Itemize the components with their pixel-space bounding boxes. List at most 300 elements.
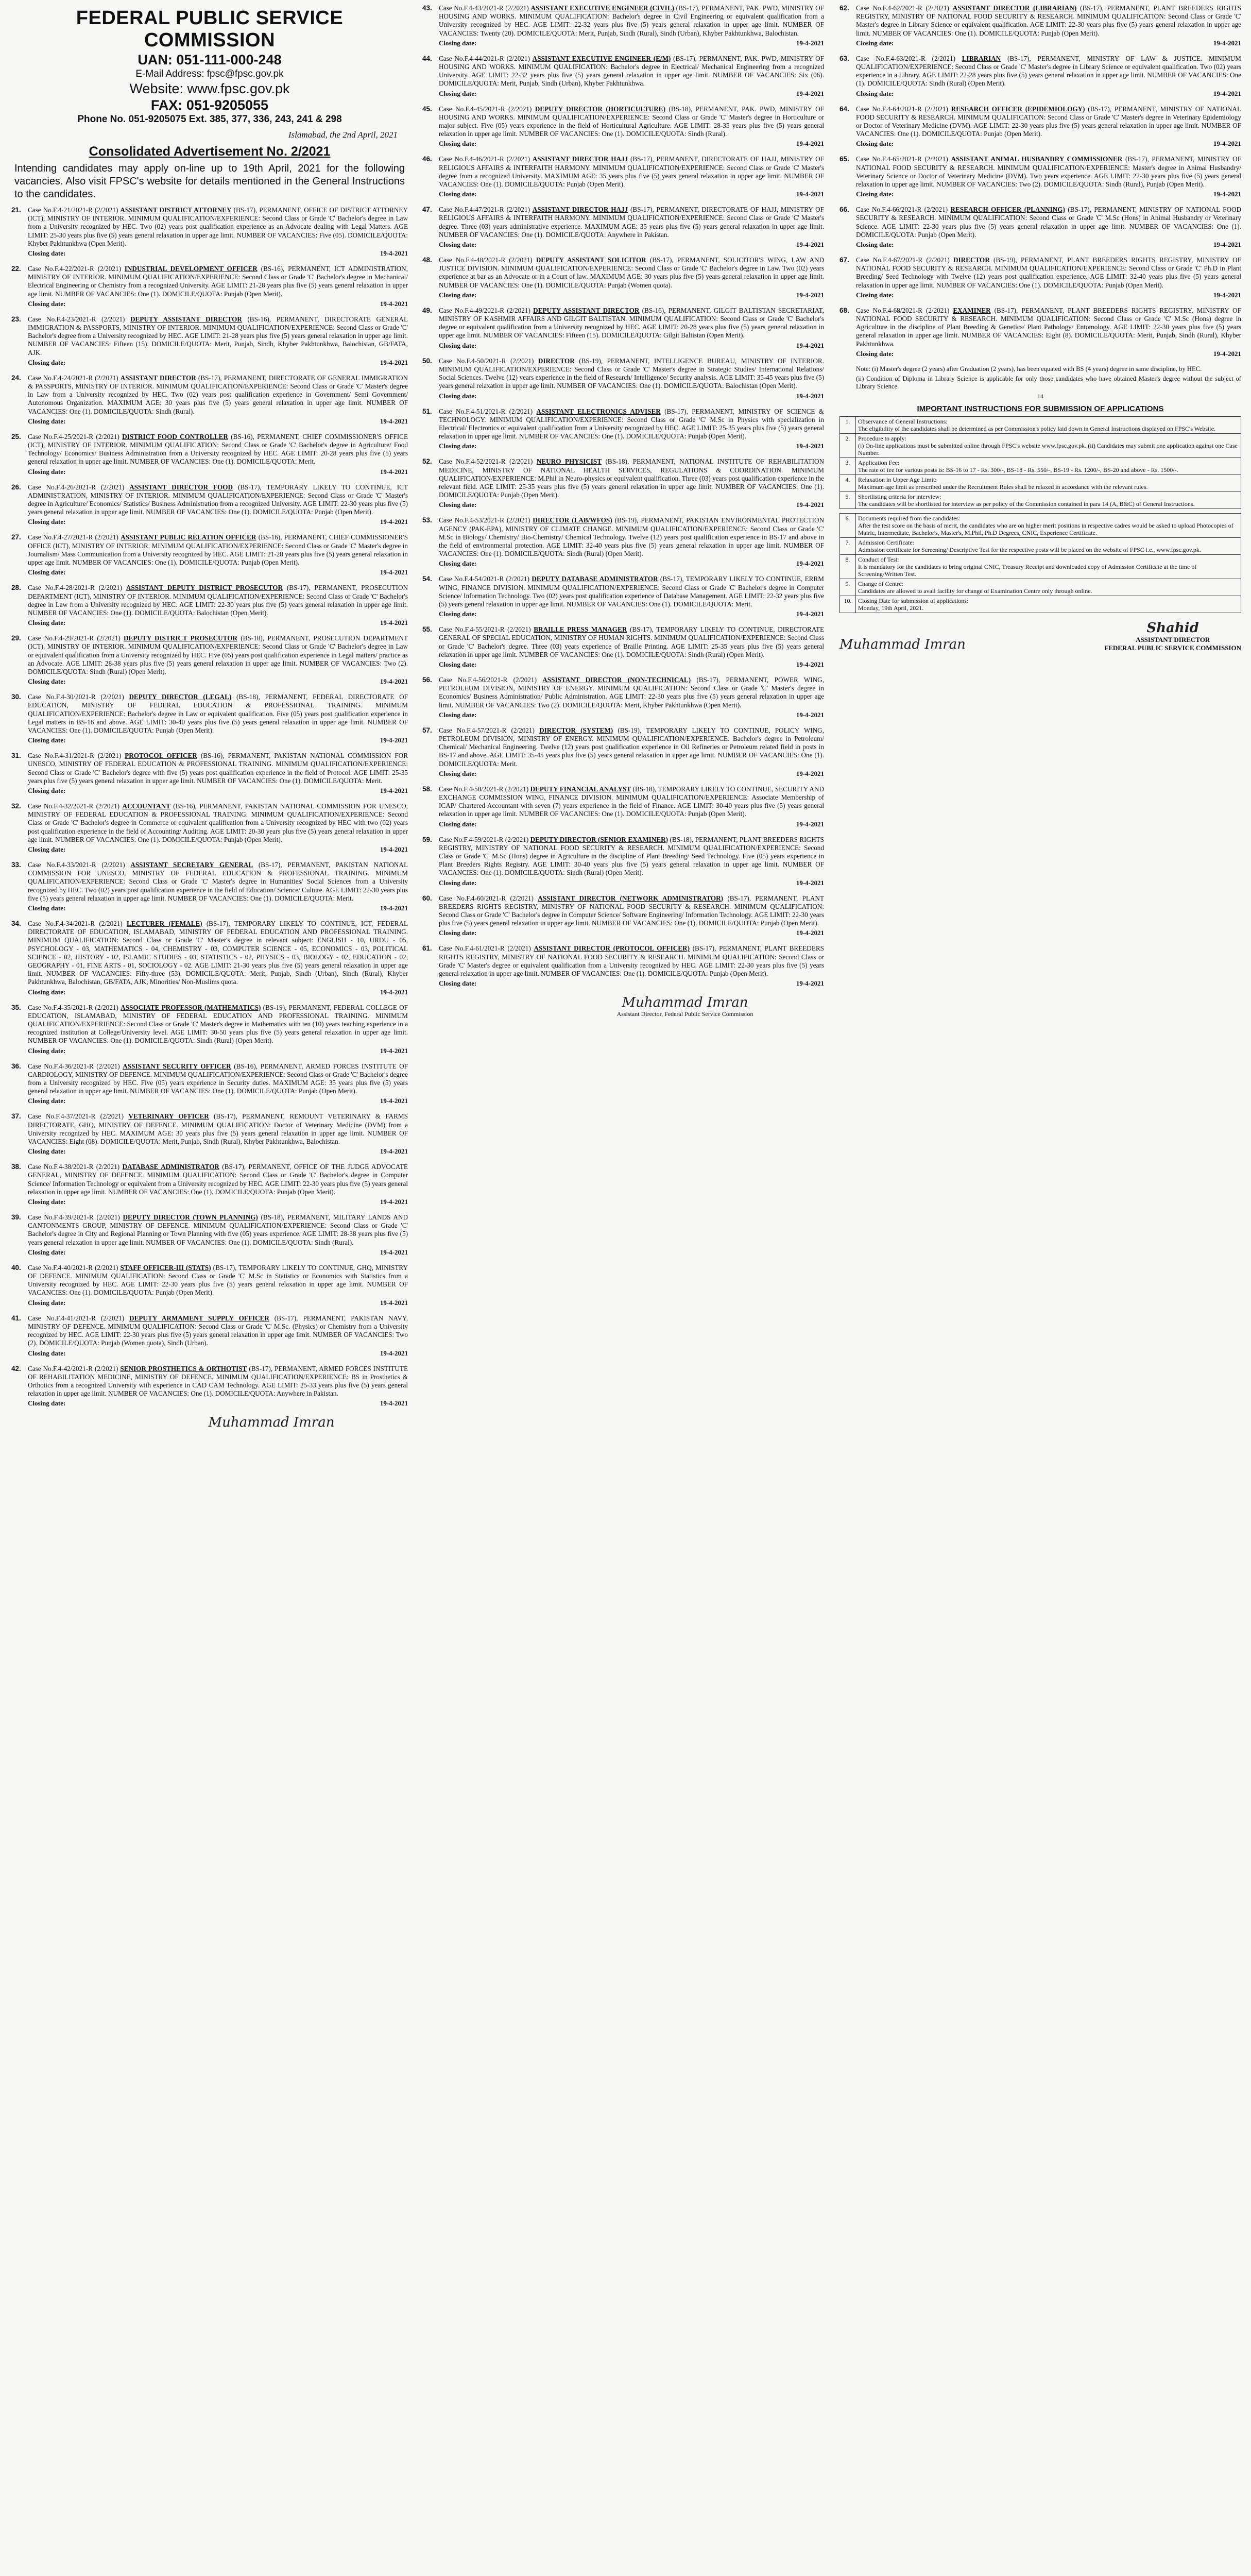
- instruction-heading: Application Fee:: [858, 459, 900, 466]
- assistant-director-signature: [1104, 620, 1241, 652]
- vacancy-number: 48.: [422, 256, 432, 264]
- closing-date-row: [439, 442, 824, 450]
- closing-date-label: Closing date:: [28, 677, 66, 686]
- closing-date-value: 19-4-2021: [1213, 39, 1241, 47]
- closing-date-label: Closing date:: [439, 560, 477, 568]
- case-number: Case No.F.4-65/2021-R (2/2021): [856, 155, 948, 163]
- closing-date-value: 19-4-2021: [796, 710, 824, 719]
- closing-date-row: [28, 359, 408, 367]
- closing-date-value: 19-4-2021: [1213, 190, 1241, 198]
- closing-date-label: Closing date:: [28, 736, 66, 744]
- case-number: Case No.F.4-39/2021-R (2/2021): [28, 1213, 120, 1222]
- vacancy-body: [28, 920, 408, 987]
- vacancy-entry: [422, 206, 824, 239]
- instruction-content: [856, 537, 1241, 554]
- vacancy-entry: [422, 944, 824, 978]
- vacancy-body: [28, 483, 408, 517]
- vacancy-details: (BS-17), PERMANENT, PLANT BREEDERS RIGHTS REGISTRY, MINISTRY OF NATIONAL FOOD SECURITY & RESEARCH. MINIMUM QUALIFICATION: Second Class or Grade 'C' Master's degree in Library Science or equivalent qualification. AGE LIMIT: 22-30 years plus five (5) years general relaxation in upper age limit. NUMBER OF VACANCIES: One (1). DOMICILE/QUOTA: Punjab (Open Merit).: [856, 4, 1242, 37]
- closing-date-label: Closing date:: [28, 1349, 66, 1357]
- case-number: Case No.F.4-25/2021-R (2/2021): [28, 432, 119, 440]
- vacancy-number: 21.: [11, 206, 21, 214]
- vacancy-body: [28, 1213, 408, 1247]
- closing-date-row: [28, 677, 408, 686]
- case-number: Case No.F.4-62/2021-R (2/2021): [856, 4, 949, 12]
- vacancy-number: 64.: [839, 105, 849, 113]
- vacancy-number: 33.: [11, 860, 21, 869]
- vacancy-details: (BS-17), TEMPORARY LIKELY TO CONTINUE, ERRM WING, FINANCE DIVISION. MINIMUM QUALIFICATION/EXPERIENCE: Second Class or Grade 'C' Bachelor's degree in Computer Science/ Information Technology. Two (02) years post qualification experience of Database Management. AGE LIMIT: 22-32 years plus five (5) years general relaxation in upper age limit. NUMBER OF VACANCIES: One (1). DOMICILE/QUOTA: Merit.: [439, 575, 824, 608]
- vacancy-details: (BS-17), PERMANENT, PROSECUTION DEPARTMENT (ICT), MINISTRY OF INTERIOR. MINIMUM QUALIFICATION/EXPERIENCE: Second Class or Grade 'C' Bachelor's degree in Law from a University recognized by HEC. AGE LIMIT: 22-30 years plus five (5) years general relaxation in upper age limit. NUMBER OF VACANCIES: One (1). DOMICILE/QUOTA: Balochistan (Open Merit).: [28, 584, 408, 617]
- closing-date-row: [439, 241, 824, 249]
- closing-date-value: 19-4-2021: [796, 560, 824, 568]
- vacancy-body: [439, 785, 824, 819]
- vacancy-details: (BS-16), PERMANENT, PAKISTAN NATIONAL COMMISSION FOR UNESCO, MINISTRY OF FEDERAL EDUCATION & PROFESSIONAL TRAINING. MINIMUM QUALIFICATION/EXPERIENCE: Second Class or Grade 'C' Bachelor's degree with five (5) years post qualification experience in the field of Protocol. AGE LIMIT: 25-35 years plus five (5) years general relaxation in upper age limit. NUMBER OF VACANCIES: One (1). DOMICILE/QUOTA: Merit.: [28, 752, 408, 785]
- instruction-row: [840, 416, 1241, 433]
- post-title: ACCOUNTANT: [122, 802, 170, 810]
- vacancy-entry: [422, 516, 824, 558]
- vacancy-number: 56.: [422, 675, 432, 684]
- case-number: Case No.F.4-53/2021-R (2/2021): [439, 516, 530, 524]
- vacancy-number: 41.: [11, 1314, 21, 1322]
- closing-date-label: Closing date:: [439, 660, 477, 668]
- closing-date-row: [439, 660, 824, 669]
- vacancy-entry: [11, 1112, 408, 1146]
- vacancy-details: (BS-17), PERMANENT, REMOUNT VETERINARY & FARMS DIRECTORATE, GHQ, MINISTRY OF DEFENCE. MINIMUM QUALIFICATION: Doctor of Veterinary Medicine (DVM) from a University recognized by HEC. MAXIMUM AGE: 30 years plus five (5) years general relaxation in upper age limit. NUMBER OF VACANCIES: Eight (08). DOMICILE/QUOTA: Merit, Punjab, Sindh (Rural), Khyber Pakhtunkhwa, Balochistan.: [28, 1112, 408, 1146]
- instruction-content: [856, 554, 1241, 579]
- vacancy-number: 39.: [11, 1213, 21, 1222]
- closing-date-label: Closing date:: [28, 467, 66, 476]
- vacancy-details: (BS-17), TEMPORARY LIKELY TO CONTINUE, ICT, FEDERAL DIRECTORATE OF EDUCATION, ISLAMABAD, MINISTRY OF FEDERAL EDUCATION AND PROFESSIONAL TRAINING. MINIMUM QUALIFICATION: Second Class or Grade 'C' Master's degree in relevant subject: ENGLISH - 10, URDU - 05, PSYCHOLOGY - 03, MATHEMATICS - 04, CHEMISTRY - 03, COMPUTER SCIENCE - 05, ECONOMICS - 03, POLITICAL SCIENCE - 02, HISTORY - 02, ISLAMIC STUDIES - 03, STATISTICS - 02, PHYSICS - 03, BIOLOGY - 02, EDUCATION - 02, GEOGRAPHY - 01, FINE ARTS - 01, SOCIOLOGY - 02. AGE LIMIT: 21-30 years plus five (5) years general relaxation in upper age limit. NUMBER OF VACANCIES: Fifty-three (53). DOMICILE/QUOTA: Merit, Punjab, Sindh (Urban), Sindh (Rural), Khyber Pakhtunkhwa, Balochistan, GB/FATA, AJK, Minorities/ Non-Muslims quota.: [28, 919, 408, 986]
- vacancy-entry: [11, 1365, 408, 1398]
- closing-date-label: Closing date:: [28, 1097, 66, 1105]
- vacancy-number: 28.: [11, 584, 21, 592]
- closing-date-row: [28, 1198, 408, 1206]
- case-number: Case No.F.4-36/2021-R (2/2021): [28, 1062, 120, 1070]
- closing-date-label: Closing date:: [439, 241, 477, 249]
- closing-date-value: 19-4-2021: [796, 610, 824, 618]
- instruction-content: [856, 433, 1241, 457]
- post-title: ASSISTANT ELECTRONICS ADVISER: [536, 407, 661, 415]
- closing-date-label: Closing date:: [439, 769, 477, 777]
- vacancy-body: [439, 307, 824, 340]
- instruction-row: [840, 554, 1241, 579]
- case-number: Case No.F.4-29/2021-R (2/2021): [28, 634, 121, 642]
- vacancy-details: (BS-17), PERMANENT, MINISTRY OF SCIENCE & TECHNOLOGY. MINIMUM QUALIFICATION/EXPERIENCE: Second Class or Grade 'C' M.Sc in Physics with specialization in Electrical/ Electronics or equivalent qualification from a University recognized by HEC. AGE LIMIT: 25-35 years plus five (5) years general relaxation in upper age limit. NUMBER OF VACANCIES: One (1). DOMICILE/QUOTA: Punjab (Open Merit).: [439, 407, 825, 440]
- col3-note-1: Note: (i) Master's degree (2 years) after Graduation (2 years), has been equated with BS (4 years) degree in same discipline, by HEC.: [856, 365, 1202, 372]
- closing-date-row: [856, 291, 1241, 299]
- vacancy-entry: [422, 4, 824, 38]
- closing-date-value: 19-4-2021: [796, 878, 824, 887]
- closing-date-value: 19-4-2021: [380, 1248, 408, 1256]
- post-title: LIBRARIAN: [962, 54, 1001, 62]
- vacancy-details: (BS-17), PERMANENT, OFFICE OF THE JUDGE ADVOCATE GENERAL, MINISTRY OF DEFENCE. MINIMUM QUALIFICATION: Second Class or Grade 'C' Bachelor's degree in Computer Science/ Information Technology or equivalent from a University recognized by HEC. AGE LIMIT: 22-30 years plus five (5) years general relaxation in upper age limit. NUMBER OF VACANCIES: One (1). DOMICILE/QUOTA: Punjab (Open Merit).: [28, 1163, 408, 1196]
- vacancy-details: (BS-16), PERMANENT, PAKISTAN NATIONAL COMMISSION FOR UNESCO, MINISTRY OF FEDERAL EDUCATION & PROFESSIONAL TRAINING. MINIMUM QUALIFICATION/EXPERIENCE: Second Class or Grade 'C' Bachelor's degree in Commerce or equivalent qualification from a University recognized by HEC with two (02) years post qualification experience in the field of Accounting/ Auditing. AGE LIMIT: 20-30 years plus five (5) years general relaxation in upper age limit. NUMBER OF VACANCIES: One (1). DOMICILE/QUOTA: Punjab (Open Merit).: [28, 802, 408, 843]
- closing-date-value: 19-4-2021: [380, 467, 408, 476]
- vacancy-body: [439, 4, 824, 38]
- post-title: NEURO PHYSICIST: [536, 457, 602, 466]
- closing-date-label: Closing date:: [856, 241, 894, 249]
- vacancy-body: [439, 944, 824, 978]
- vacancy-number: 32.: [11, 802, 21, 810]
- post-title: INDUSTRIAL DEVELOPMENT OFFICER: [124, 265, 258, 273]
- vacancy-body: [28, 1112, 408, 1146]
- vacancy-body: [28, 433, 408, 466]
- instruction-heading: Shortlisting criteria for interview:: [858, 493, 941, 500]
- vacancy-entry: [11, 483, 408, 517]
- case-number: Case No.F.4-32/2021-R (2/2021): [28, 802, 120, 810]
- vacancy-body: [28, 265, 408, 298]
- instruction-number: 5.: [840, 492, 856, 509]
- closing-date-row: [439, 39, 824, 47]
- closing-date-label: Closing date:: [28, 988, 66, 996]
- vacancy-details: (BS-17), PERMANENT, DIRECTORATE OF HAJJ, MINISTRY OF RELIGIOUS AFFAIRS & INTERFAITH HARMONY. MINIMUM QUALIFICATION/EXPERIENCE: Second Class or Grade 'C' Master's degree. Three (03) years administrative experience. MAXIMUM AGE: 35 years plus five (5) years general relaxation in upper age limit. NUMBER OF VACANCIES: One (1). DOMICILE/QUOTA: Anywhere in Pakistan.: [439, 206, 825, 239]
- closing-date-label: Closing date:: [28, 786, 66, 794]
- instruction-content: [856, 416, 1241, 433]
- closing-date-row: [856, 39, 1241, 47]
- closing-date-row: [28, 1097, 408, 1105]
- closing-date-value: 19-4-2021: [1213, 241, 1241, 249]
- closing-date-label: Closing date:: [439, 190, 477, 198]
- vacancy-details: (BS-17), TEMPORARY LIKELY TO CONTINUE, DIRECTORATE GENERAL OF SPECIAL EDUCATION, MINISTRY OF HUMAN RIGHTS. MINIMUM QUALIFICATION/EXPERIENCE: Second Class or Grade 'C' Bachelor's degree. Three (03) years experience of Braille Printing. AGE LIMIT: 25-35 years plus five (5) years general relaxation in upper age limit. NUMBER OF VACANCIES: One (1). DOMICILE/QUOTA: Sindh (Rural) (Open Merit).: [439, 625, 825, 658]
- vacancy-body: [439, 575, 824, 608]
- closing-date-row: [439, 770, 824, 778]
- closing-date-row: [28, 1147, 408, 1156]
- vacancy-number: 65.: [839, 155, 849, 163]
- closing-date-label: Closing date:: [28, 249, 66, 258]
- closing-date-label: Closing date:: [439, 89, 477, 97]
- closing-date-label: Closing date:: [856, 291, 894, 299]
- case-number: Case No.F.4-21/2021-R (2/2021): [28, 206, 118, 214]
- closing-date-label: Closing date:: [856, 89, 894, 97]
- vacancy-entry: [422, 785, 824, 819]
- vacancy-details: (BS-16), PERMANENT, DIRECTORATE GENERAL IMMIGRATION & PASSPORTS, MINISTRY OF INTERIOR. MINIMUM QUALIFICATION/EXPERIENCE: Second Class or Grade 'C' Bachelor's degree from a University recognized by HEC. AGE LIMIT: 21-28 years plus five (5) years general relaxation in upper age limit. NUMBER OF VACANCIES: Fifteen (15). DOMICILE/QUOTA: Merit, Punjab, Sindh, Khyber Pakhtunkhwa, Balochistan, GB/FATA, AJK.: [28, 315, 408, 357]
- closing-date-value: 19-4-2021: [796, 140, 824, 148]
- col3-note-2: (ii) Condition of Diploma in Library Science is applicable for only those candidates who have obtained Master's degree without the subject of Library Science.: [856, 375, 1241, 390]
- closing-date-label: Closing date:: [856, 39, 894, 47]
- closing-date-row: [439, 90, 824, 98]
- instructions-title: IMPORTANT INSTRUCTIONS FOR SUBMISSION OF APPLICATIONS: [917, 404, 1164, 413]
- vacancy-details: (BS-19), PERMANENT, INTELLIGENCE BUREAU, MINISTRY OF INTERIOR. MINIMUM QUALIFICATION/EXPERIENCE: Second Class or Grade 'C' Master's degree in Strategic Studies/ International Relations/ Social Sciences. Twelve (12) years experience in the field of Research/ Intelligence/ Security analysis. AGE LIMIT: 35-45 years plus five (5) years general relaxation in upper age limit. NUMBER OF VACANCIES: One (1). DOMICILE/QUOTA: Balochistan (Open Merit).: [439, 357, 824, 390]
- closing-date-value: 19-4-2021: [380, 845, 408, 853]
- post-title: ASSOCIATE PROFESSOR (MATHEMATICS): [121, 1003, 261, 1011]
- closing-date-label: Closing date:: [28, 1198, 66, 1206]
- vacancy-entry: [11, 920, 408, 987]
- post-title: DEPUTY DISTRICT PROSECUTOR: [124, 634, 238, 642]
- vacancy-body: [28, 315, 408, 357]
- post-title: DEPUTY DIRECTOR (TOWN PLANNING): [123, 1213, 258, 1222]
- case-number: Case No.F.4-55/2021-R (2/2021): [439, 625, 531, 634]
- post-title: RESEARCH OFFICER (PLANNING): [950, 206, 1065, 214]
- instruction-row: [840, 513, 1241, 537]
- instruction-text: Candidates are allowed to avail facility for change of Examination Centre only through online.: [858, 587, 1092, 595]
- vacancy-number: 61.: [422, 944, 432, 953]
- closing-date-value: 19-4-2021: [796, 291, 824, 299]
- closing-date-row: [28, 249, 408, 258]
- vacancy-entry: [11, 752, 408, 785]
- closing-date-row: [28, 736, 408, 744]
- closing-date-value: 19-4-2021: [380, 1349, 408, 1357]
- post-title: ASSISTANT DIRECTOR: [120, 374, 196, 382]
- closing-date-value: 19-4-2021: [796, 341, 824, 349]
- closing-date-row: [856, 241, 1241, 249]
- closing-date-row: [439, 392, 824, 400]
- vacancy-entry: [422, 676, 824, 709]
- post-title: BRAILLE PRESS MANAGER: [534, 625, 627, 634]
- post-title: ASSISTANT ANIMAL HUSBANDRY COMMISSIONER: [951, 155, 1123, 163]
- closing-date-row: [439, 610, 824, 618]
- closing-date-label: Closing date:: [28, 904, 66, 912]
- vacancy-number: 51.: [422, 407, 432, 415]
- case-number: Case No.F.4-28/2021-R (2/2021): [28, 584, 123, 592]
- case-number: Case No.F.4-42/2021-R (2/2021): [28, 1364, 118, 1372]
- vacancy-body: [439, 676, 824, 709]
- vacancy-entry: [11, 1314, 408, 1348]
- closing-date-row: [28, 619, 408, 627]
- website-line[interactable]: Website: www.fpsc.gov.pk: [129, 81, 290, 96]
- vacancy-entry: [422, 575, 824, 608]
- vacancy-details: (BS-17), PERMANENT, PLANT BREEDERS RIGHTS REGISTRY, MINISTRY OF NATIONAL FOOD SECURITY & RESEARCH. MINIMUM QUALIFICATION: Second Class or Grade 'C' Master's degree or equivalent qualification from a University recognized by HEC. AGE LIMIT: 22-30 years plus five (5) years general relaxation in upper age limit. NUMBER OF VACANCIES: One (1). DOMICILE/QUOTA: Punjab (Open Merit).: [439, 944, 825, 978]
- closing-date-label: Closing date:: [856, 140, 894, 148]
- post-title: ASSISTANT SECRETARY GENERAL: [130, 860, 253, 869]
- col2-vacancy-list: [422, 4, 824, 988]
- vacancy-details: (BS-17), TEMPORARY LIKELY TO CONTINUE, ICT ADMINISTRATION, MINISTRY OF INTERIOR. MINIMUM QUALIFICATION/EXPERIENCE: Second Class or Grade 'C' Master's degree in Agriculture/ Economics/ Statistics/ Business Administration from a recognized University. AGE LIMIT: 22-30 years plus five (5) years general relaxation in upper age limit. NUMBER OF VACANCIES: One (1). DOMICILE/QUOTA: Punjab (Open Merit).: [28, 483, 408, 516]
- vacancy-entry: [839, 155, 1241, 189]
- closing-date-label: Closing date:: [28, 1298, 66, 1307]
- vacancy-entry: [11, 861, 408, 903]
- closing-date-value: 19-4-2021: [380, 1097, 408, 1105]
- closing-date-row: [439, 190, 824, 198]
- closing-date-row: [856, 90, 1241, 98]
- case-number: Case No.F.4-33/2021-R (2/2021): [28, 860, 125, 869]
- closing-date-label: Closing date:: [28, 568, 66, 577]
- closing-date-label: Closing date:: [439, 610, 477, 618]
- vacancy-entry: [11, 433, 408, 466]
- vacancy-entry: [11, 1004, 408, 1045]
- instruction-content: [856, 492, 1241, 509]
- post-title: VETERINARY OFFICER: [128, 1112, 209, 1121]
- vacancy-body: [28, 861, 408, 903]
- vacancy-number: 46.: [422, 155, 432, 163]
- closing-date-row: [439, 879, 824, 887]
- post-title: ASSISTANT EXECUTIVE ENGINEER (CIVIL): [530, 4, 675, 12]
- case-number: Case No.F.4-59/2021-R (2/2021): [439, 835, 529, 843]
- vacancy-number: 23.: [11, 315, 21, 323]
- vacancy-entry: [11, 315, 408, 357]
- post-title: DEPUTY DATABASE ADMINISTRATOR: [532, 575, 658, 583]
- vacancy-number: 62.: [839, 4, 849, 12]
- post-title: ASSISTANT DIRECTOR (NON-TECHNICAL): [542, 675, 691, 684]
- closing-date-row: [28, 568, 408, 577]
- instruction-row: [840, 579, 1241, 596]
- vacancy-entry: [422, 726, 824, 768]
- col2-signature: [546, 995, 824, 1018]
- closing-date-label: Closing date:: [439, 878, 477, 887]
- vacancy-details: (BS-19), PERMANENT, FEDERAL COLLEGE OF EDUCATION, ISLAMABAD, MINISTRY OF FEDERAL EDUCATION AND PROFESSIONAL TRAINING. MINIMUM QUALIFICATION/EXPERIENCE: Second Class or Grade 'C' Master's degree in Mathematics with ten (10) years teaching experience in a recognized institution at College/University level. AGE LIMIT: 30-50 years plus five (5) years general relaxation in upper age limit. NUMBER OF VACANCIES: One (1). DOMICILE/QUOTA: Sindh (Rural) (Open Merit).: [28, 1003, 408, 1045]
- final-signature-block: [839, 620, 1241, 652]
- closing-date-label: Closing date:: [28, 299, 66, 308]
- case-number: Case No.F.4-51/2021-R (2/2021): [439, 407, 533, 415]
- vacancy-details: (BS-17), PERMANENT, SOLICITOR'S WING, LAW AND JUSTICE DIVISION. MINIMUM QUALIFICATION/EXPERIENCE: Second Class or Grade 'C' Bachelor's degree in Law. Two (02) years experience at bar as an Advocate or in a Court of law. MAXIMUM AGE: 30 years plus five (5) years general relaxation in upper age limit. NUMBER OF VACANCIES: One (1). DOMICILE/QUOTA: Punjab (Women quota).: [439, 256, 825, 289]
- instruction-number: 2.: [840, 433, 856, 457]
- vacancy-body: [28, 374, 408, 416]
- vacancy-number: 60.: [422, 894, 432, 902]
- vacancy-details: (BS-17), PERMANENT, PAKISTAN NATIONAL COMMISSION FOR UNESCO, MINISTRY OF FEDERAL EDUCATION & PROFESSIONAL TRAINING. MINIMUM QUALIFICATION/EXPERIENCE: Second Class or Grade 'C' Master's degree in Humanities/ Social Sciences from a University recognized by HEC. Two (02) years post qualification experience in the field of Education/ Science/ Culture. AGE LIMIT: 22-30 years plus five (5) years general relaxation in upper age limit. NUMBER OF VACANCIES: One (1). DOMICILE/QUOTA: Merit.: [28, 860, 408, 902]
- vacancy-entry: [422, 457, 824, 499]
- vacancy-body: [28, 1004, 408, 1045]
- vacancy-body: [439, 457, 824, 499]
- vacancy-details: (BS-17), PERMANENT, MINISTRY OF NATIONAL FOOD SECURITY & RESEARCH. MINIMUM QUALIFICATION: Second Class or Grade 'C' Master's degree in Veterinary Epidemiology or Doctor of Veterinary Medicine (DVM). AGE LIMIT: 22-30 years plus five (5) years general relaxation in upper age limit. NUMBER OF VACANCIES: One (1). DOMICILE/QUOTA: Punjab (Open Merit).: [856, 105, 1241, 138]
- vacancy-body: [856, 155, 1241, 189]
- post-title: ASSISTANT DIRECTOR (LIBRARIAN): [952, 4, 1077, 12]
- case-number: Case No.F.4-43/2021-R (2/2021): [439, 4, 529, 12]
- vacancy-details: (BS-17), PERMANENT, PLANT BREEDERS RIGHTS REGISTRY, MINISTRY OF NATIONAL FOOD SECURITY & RESEARCH. MINIMUM QUALIFICATION: Second Class or Grade 'C' Bachelor's degree in Computer Science/ Software Engineering/ Information Technology. AGE LIMIT: 22-30 years plus five (5) years general relaxation in upper age limit. NUMBER OF VACANCIES: One (1). DOMICILE/QUOTA: Punjab (Open Merit).: [439, 894, 824, 927]
- closing-date-value: 19-4-2021: [796, 39, 824, 47]
- vacancy-details: (BS-17), PERMANENT, DIRECTORATE OF GENERAL IMMIGRATION & PASSPORTS, MINISTRY OF INTERIOR. MINIMUM QUALIFICATION/EXPERIENCE: Second Class or Grade 'C' Master's degree in Law from a University recognized by HEC. Two (02) years post qualification experience in Government/ Semi Government/ Autonomous Organization. MAXIMUM AGE: 30 years plus five (5) years general relaxation in upper age limit. NUMBER OF VACANCIES: One (1). DOMICILE/QUOTA: Sindh (Rural).: [28, 374, 408, 415]
- vacancy-entry: [11, 1163, 408, 1196]
- vacancy-body: [439, 206, 824, 239]
- closing-date-row: [28, 300, 408, 308]
- col1-vacancy-list: [11, 206, 408, 1408]
- closing-date-label: Closing date:: [856, 349, 894, 358]
- post-title: DEPUTY DIRECTOR (HORTICULTURE): [535, 105, 665, 113]
- closing-date-label: Closing date:: [28, 1147, 66, 1156]
- vacancy-details: (BS-16), PERMANENT, ICT ADMINISTRATION, MINISTRY OF INTERIOR. MINIMUM QUALIFICATION/EXPERIENCE: Second Class or Grade 'C' Bachelor's degree in Mechanical/ Electrical Engineering or Chemistry from a recognized University. AGE LIMIT: 21-28 years plus five (5) years general relaxation in upper age limit. NUMBER OF VACANCIES: One (1). DOMICILE/QUOTA: Punjab (Open Merit).: [28, 265, 408, 298]
- email-line[interactable]: E-Mail Address: fpsc@fpsc.gov.pk: [135, 69, 284, 79]
- closing-date-row: [439, 560, 824, 568]
- column-3: [839, 0, 1241, 652]
- vacancy-details: (BS-18), PERMANENT, MILITARY LANDS AND CANTONMENTS GROUP, MINISTRY OF DEFENCE. MINIMUM QUALIFICATION/EXPERIENCE: Second Class or Grade 'C' Bachelor's degree in City and Regional Planning or Town Planning with five (05) years experience. AGE LIMIT: 28-38 years plus five (5) years general relaxation in upper age limit. NUMBER OF VACANCIES: One (1). DOMICILE/QUOTA: Sindh (Rural).: [28, 1213, 408, 1246]
- closing-date-row: [28, 904, 408, 912]
- closing-date-row: [856, 190, 1241, 198]
- closing-date-value: 19-4-2021: [1213, 140, 1241, 148]
- case-number: Case No.F.4-50/2021-R (2/2021): [439, 357, 534, 365]
- case-number: Case No.F.4-22/2021-R (2/2021): [28, 265, 121, 273]
- vacancy-number: 22.: [11, 265, 21, 273]
- closing-date-value: 19-4-2021: [1213, 291, 1241, 299]
- instruction-number: 10.: [840, 596, 856, 613]
- vacancy-number: 27.: [11, 533, 21, 541]
- closing-date-row: [439, 711, 824, 719]
- vacancy-details: (BS-19), PERMANENT, PLANT BREEDERS RIGHTS REGISTRY, MINISTRY OF NATIONAL FOOD SECURITY & RESEARCH. MINIMUM QUALIFICATION/EXPERIENCE: Second Class or Grade 'C' Ph.D in Plant Breeding/ Seed Technology with Twelve (12) years post qualification experience. AGE LIMIT: 32-40 years plus five (5) years general relaxation in upper age limit. NUMBER OF VACANCIES: One (1). DOMICILE/QUOTA: Punjab (Open Merit).: [856, 256, 1242, 289]
- case-number: Case No.F.4-40/2021-R (2/2021): [28, 1263, 118, 1272]
- instruction-heading: Conduct of Test:: [858, 555, 899, 563]
- vacancy-body: [28, 1163, 408, 1196]
- instructions-table-1: [839, 416, 1241, 509]
- post-title: RESEARCH OFFICER (EPIDEMIOLOGY): [951, 105, 1085, 113]
- case-number: Case No.F.4-56/2021-R (2/2021): [439, 675, 537, 684]
- vacancy-number: 47.: [422, 206, 432, 214]
- closing-date-label: Closing date:: [28, 518, 66, 526]
- vacancy-body: [439, 155, 824, 189]
- closing-date-label: Closing date:: [28, 358, 66, 366]
- closing-date-value: 19-4-2021: [380, 249, 408, 258]
- closing-date-value: 19-4-2021: [796, 89, 824, 97]
- vacancy-body: [28, 206, 408, 248]
- vacancy-details: (BS-17), PERMANENT, POWER WING, PETROLEUM DIVISION, MINISTRY OF ENERGY. MINIMUM QUALIFICATION: Second Class or Grade 'C' Master's degree in Economics/ Business Administration/ Public Administration. AGE LIMIT: 22-30 years plus five (5) years general relaxation in upper age limit. NUMBER OF VACANCIES: Two (2). DOMICILE/QUOTA: Merit, Khyber Pakhtunkhwa (Open Merit).: [439, 675, 824, 709]
- closing-date-row: [439, 979, 824, 988]
- case-number: Case No.F.4-44/2021-R (2/2021): [439, 54, 530, 62]
- vacancy-number: 38.: [11, 1163, 21, 1171]
- vacancy-body: [439, 357, 824, 391]
- vacancy-body: [439, 836, 824, 877]
- closing-date-row: [28, 988, 408, 996]
- case-number: Case No.F.4-49/2021-R (2/2021): [439, 306, 530, 314]
- vacancy-body: [439, 726, 824, 768]
- closing-date-value: 19-4-2021: [380, 1198, 408, 1206]
- case-number: Case No.F.4-67/2021-R (2/2021): [856, 256, 950, 264]
- vacancy-number: 50.: [422, 357, 432, 365]
- closing-date-value: 19-4-2021: [796, 769, 824, 777]
- closing-date-value: 19-4-2021: [1213, 89, 1241, 97]
- closing-date-label: Closing date:: [439, 929, 477, 937]
- vacancy-number: 53.: [422, 516, 432, 524]
- instruction-row: [840, 596, 1241, 613]
- instruction-heading: Admission Certificate:: [858, 538, 914, 546]
- vacancy-details: (BS-17), PERMANENT, MINISTRY OF NATIONAL FOOD SECURITY & RESEARCH. MINIMUM QUALIFICATION: Second Class or Grade 'C' M.Sc (Hons) in Animal Husbandry or Veterinary Science. AGE LIMIT: 22-30 years plus five (5) years general relaxation in upper age limit. NUMBER OF VACANCIES: One (1). DOMICILE/QUOTA: Punjab (Open Merit).: [856, 206, 1242, 239]
- case-number: Case No.F.4-57/2021-R (2/2021): [439, 726, 535, 734]
- intro-paragraph: Intending candidates may apply on-line up to 19th April, 2021 for the following vacancies. Also visit FPSC's website for details mentioned in the General Instructions to the candidates.: [14, 163, 405, 200]
- vacancy-body: [28, 584, 408, 617]
- vacancy-details: (BS-17), PERMANENT, DIRECTORATE OF HAJJ, MINISTRY OF RELIGIOUS AFFAIRS & INTERFAITH HARMONY. MINIMUM QUALIFICATION/EXPERIENCE: Second Class or Grade 'C' Master's degree from a recognized University. MAXIMUM AGE: 35 years plus five (5) years general relaxation in upper age limit. NUMBER OF VACANCIES: One (1). DOMICILE/QUOTA: Punjab (Open Merit).: [439, 155, 825, 189]
- closing-date-value: 19-4-2021: [380, 1046, 408, 1055]
- post-title: ASSISTANT SECURITY OFFICER: [123, 1062, 231, 1070]
- closing-date-value: 19-4-2021: [796, 929, 824, 937]
- vacancy-details: (BS-19), TEMPORARY LIKELY TO CONTINUE, POLICY WING, PETROLEUM DIVISION, MINISTRY OF ENERGY. MINIMUM QUALIFICATION/EXPERIENCE: Bachelor's degree in Petroleum/ Chemical/ Mechanical Engineering. Twelve (12) years post qualification experience in Oil Refineries or Petroleum related field in posts in BS-17 and above. AGE LIMIT: 35-45 years plus five (5) years general relaxation in upper age limit. NUMBER OF VACANCIES: One (1). DOMICILE/QUOTA: Merit.: [439, 726, 824, 768]
- post-title: ASSISTANT EXECUTIVE ENGINEER (E/M): [532, 54, 671, 62]
- closing-date-label: Closing date:: [439, 979, 477, 988]
- closing-date-value: 19-4-2021: [380, 1147, 408, 1156]
- closing-date-label: Closing date:: [28, 1248, 66, 1256]
- instruction-number: 4.: [840, 474, 856, 492]
- final-signature-title-1: ASSISTANT DIRECTOR: [1136, 635, 1210, 643]
- closing-date-row: [856, 350, 1241, 358]
- case-number: Case No.F.4-27/2021-R (2/2021): [28, 533, 118, 541]
- closing-date-value: 19-4-2021: [380, 904, 408, 912]
- post-title: PROTOCOL OFFICER: [125, 752, 197, 760]
- vacancy-number: 49.: [422, 306, 432, 314]
- vacancy-number: 24.: [11, 374, 21, 382]
- vacancy-number: 55.: [422, 625, 432, 634]
- instruction-heading: Relaxation in Upper Age Limit:: [858, 476, 937, 483]
- vacancy-body: [439, 894, 824, 928]
- vacancy-entry: [839, 307, 1241, 348]
- post-title: ASSISTANT DISTRICT ATTORNEY: [120, 206, 232, 214]
- vacancy-body: [28, 1365, 408, 1398]
- closing-date-row: [28, 468, 408, 476]
- vacancy-body: [856, 307, 1241, 348]
- vacancy-details: (BS-17), TEMPORARY LIKELY TO CONTINUE, GHQ, MINISTRY OF DEFENCE. MINIMUM QUALIFICATION: Second Class or Grade 'C' M.Sc in Statistics or Economics with Statistics from a University recognized by HEC. AGE LIMIT: 22-30 years plus five (5) years general relaxation in upper age limit. NUMBER OF VACANCIES: One (1). DOMICILE/QUOTA: Punjab (Open Merit).: [28, 1263, 408, 1297]
- closing-date-row: [439, 291, 824, 299]
- closing-date-value: 19-4-2021: [380, 1399, 408, 1408]
- vacancy-entry: [11, 693, 408, 735]
- closing-date-row: [856, 140, 1241, 148]
- vacancy-number: 37.: [11, 1112, 21, 1121]
- closing-date-value: 19-4-2021: [796, 501, 824, 509]
- closing-date-row: [28, 417, 408, 426]
- closing-date-value: 19-4-2021: [380, 1298, 408, 1307]
- closing-date-label: Closing date:: [28, 845, 66, 853]
- vacancy-details: (BS-18), PERMANENT, FEDERAL DIRECTORATE OF EDUCATION, MINISTRY OF FEDERAL EDUCATION & PROFESSIONAL TRAINING. MINIMUM QUALIFICATION/EXPERIENCE: Bachelor's degree in Law or equivalent qualification. Five (05) years post qualification experience in Legal matters in BS-16 and above. AGE LIMIT: 30-40 years plus five (5) years general relaxation in upper age limit. NUMBER OF VACANCIES: One (1). DOMICILE/QUOTA: Punjab (Open Merit).: [28, 693, 408, 734]
- case-number: Case No.F.4-35/2021-R (2/2021): [28, 1003, 118, 1011]
- instruction-content: [856, 596, 1241, 613]
- instruction-number: 8.: [840, 554, 856, 579]
- vacancy-details: (BS-17), PERMANENT, PAKISTAN NAVY, MINISTRY OF DEFENCE. MINIMUM QUALIFICATION: Second Class or Grade 'C' M.Sc. (Physics) or Chemistry from a University recognized by HEC. AGE LIMIT: 22-30 years plus five (5) years general relaxation in upper age limit. NUMBER OF VACANCIES: Two (2). DOMICILE/QUOTA: Punjab (Women quota), Sindh (Urban).: [28, 1314, 408, 1347]
- closing-date-value: 19-4-2021: [796, 190, 824, 198]
- closing-date-row: [439, 820, 824, 828]
- closing-date-value: 19-4-2021: [796, 979, 824, 988]
- instruction-text: The candidates will be shortlisted for interview as per policy of the Commission contained in para 14 (A, B&C) of General Instructions.: [858, 500, 1195, 507]
- closing-date-label: Closing date:: [28, 619, 66, 627]
- instruction-content: [856, 474, 1241, 492]
